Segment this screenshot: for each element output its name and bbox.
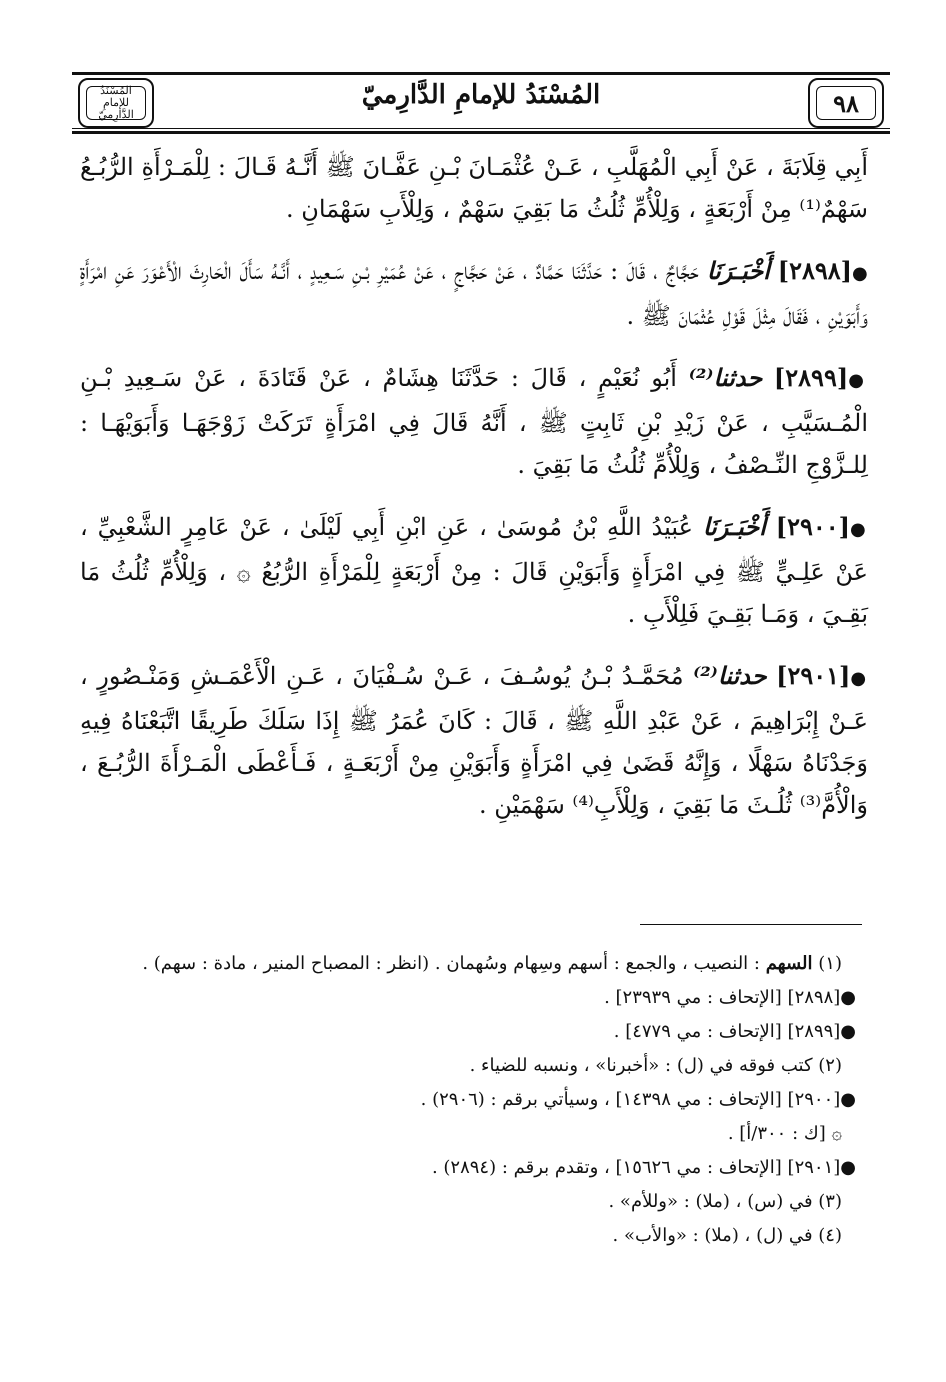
- header-rule-bottom: [72, 131, 890, 134]
- footnote-text: [٢٨٩٨] [الإتحاف : مي ٢٣٩٣٩] .: [604, 987, 841, 1008]
- bullet-icon: ●: [840, 1157, 856, 1178]
- hadith-text: أَبُو نُعَيْمٍ ، قَالَ : حَدَّثَنَا هِشَامٌ ، عَنْ قَتَادَةَ ، عَنْ سَـعِيدِ بْـنِ الْمُـسَيَّبِ ، عَنْ زَيْدِ بْنِ ثَابِتٍ ﷺ ، أَنَّهُ قَالَ فِي امْرَأَةٍ تَرَكَتْ زَوْجَهَـا وَأَبَوَيْهَـا : لِلـزَّوْجِ النِّـصْفُ ، وَلِلْأُمِّ ثُلُثُ مَا بَقِيَ .: [80, 364, 868, 479]
- hadith-lead: أَخْبَـرَنَا: [702, 512, 766, 541]
- main-text: [80, 146, 868, 846]
- footnote-itthaf-2901: [100, 1152, 856, 1184]
- bullet-icon: ●: [850, 519, 868, 540]
- bullet-icon: ●: [840, 987, 856, 1008]
- footnotes: [100, 948, 856, 1254]
- hadith-2898: [80, 250, 868, 337]
- header-rule-inner: [72, 128, 890, 129]
- footnote-manuscript-ref: ۞ [ك : ٣٠٠/أ] .: [727, 1123, 842, 1144]
- page-number: ٩٨: [816, 86, 876, 120]
- footnote-text: : النصيب ، والجمع : أسهم وسِهام وسُهمان . (انظر : المصباح المنير ، مادة : سهم) .: [142, 953, 760, 974]
- footnote-number: (١): [818, 953, 842, 974]
- running-title: المُسْنَدُ للإمامِ الدَّارِميّ: [361, 80, 601, 110]
- bullet-icon: ●: [850, 668, 868, 689]
- hadith-number: [٢٩٠١]: [776, 661, 851, 690]
- hadith-number: [٢٨٩٩]: [773, 363, 849, 392]
- footnote-1: [100, 948, 856, 980]
- page-header: [72, 72, 890, 134]
- header-rule-top: [72, 72, 890, 75]
- hadith-lead: حدثنا⁽²⁾: [688, 363, 763, 392]
- hadith-text: عُبَيْدُ اللَّهِ بْنُ مُوسَىٰ ، عَنِ ابْنِ أَبِي لَيْلَىٰ ، عَنْ عَامِرٍ الشَّعْبِيِّ ، عَنْ عَلِـيٍّ ﷺ فِي امْرَأَةٍ وَأَبَوَيْنِ قَالَ : مِنْ أَرْبَعَةٍ لِلْمَرْأَةِ الرُّبُعُ ۞ ، وَلِلْأُمِّ ثُلُثُ مَا بَقِـيَ ، وَمَـا بَقِـيَ فَلِلْأَبِ .: [80, 513, 868, 628]
- hadith-text: مُحَمَّـدُ بْـنُ يُوسُـفَ ، عَـنْ سُـفْيَانَ ، عَـنِ الْأَعْمَـشِ وَمَنْـصُورٍ ، عَـنْ إِبْرَاهِيمَ ، عَنْ عَبْدِ اللَّهِ ﷺ ، قَالَ : كَانَ عُمَرُ ﷺ إِذَا سَلَكَ طَرِيقًا اتَّبَعْنَاهُ فِيهِ وَجَدْنَاهُ سَهْلًا ، وَإِنَّهُ قَضَىٰ فِي امْرَأَةٍ وَأَبَوَيْنِ مِنْ أَرْبَعَـةٍ ، فَـأَعْطَى الْمَـرْأَةَ الرُّبُـعَ ، وَالْأُمَّ⁽³⁾ ثُلُـثَ مَا بَقِيَ ، وَلِلْأَبِ⁽⁴⁾ سَهْمَيْنِ .: [80, 662, 868, 819]
- footnote-keyword: السهم: [765, 953, 813, 974]
- page-number-frame: [808, 78, 884, 128]
- ornament-badge: [78, 78, 154, 128]
- footnote-2: (٢) كتب فوقه في (ل) : «أخبرنا» ، ونسبه للضياء .: [469, 1055, 842, 1076]
- bullet-icon: ●: [852, 263, 868, 284]
- hadith-number: [٢٩٠٠]: [775, 512, 850, 541]
- hadith-2899: [80, 357, 868, 486]
- footnote-separator: [640, 924, 862, 925]
- paragraph-continuation: أَبِي قِلَابَةَ ، عَنْ أَبِي الْمُهَلَّبِ ، عَـنْ عُثْمَـانَ بْـنِ عَفَّـانَ ﷺ أَنَّـهُ قَـالَ : لِلْمَـرْأَةِ الرُّبُـعُ سَهْمٌ⁽¹⁾ مِنْ أَرْبَعَةٍ ، وَلِلْأُمِّ ثُلُثُ مَا بَقِيَ سَهْمٌ ، وَلِلْأَبِ سَهْمَانِ .: [80, 153, 868, 223]
- footnote-text: [٢٩٠٠] [الإتحاف : مي ١٤٣٩٨] ، وسيأتي برقم : (٢٩٠٦) .: [420, 1089, 841, 1110]
- hadith-lead: حدثنا⁽²⁾: [693, 661, 767, 690]
- ornament-text: المُسْنَدُ للإمامِ الدَّارِميّ: [86, 86, 146, 120]
- footnote-text: [٢٨٩٩] [الإتحاف : مي ٤٧٧٩] .: [613, 1021, 841, 1042]
- hadith-2901: [80, 655, 868, 826]
- footnote-itthaf-2898: [100, 982, 856, 1014]
- bullet-icon: ●: [840, 1089, 856, 1110]
- footnote-itthaf-2900: [100, 1084, 856, 1116]
- hadith-number: [٢٨٩٨]: [777, 256, 853, 285]
- hadith-text: حَجَّاجٌ ، قَالَ : حَدَّثَنَا حَمَّادٌ ، عَنْ حَجَّاجٍ ، عَنْ عُمَيْرِ بْـنِ سَـعِيدٍ ، أَنَّـهُ سَأَلَ الْحَارِثَ الْأَعْوَرَ عَنِ امْرَأَةٍ وَأَبَوَيْنِ ، فَقَالَ مِثْلَ قَوْلِ عُثْمَانَ ﷺ .: [80, 257, 868, 330]
- footnote-itthaf-2899: [100, 1016, 856, 1048]
- bullet-icon: ●: [848, 370, 868, 391]
- hadith-2900: [80, 506, 868, 635]
- hadith-lead: أَخْبَـرَنَا: [706, 256, 770, 285]
- bullet-icon: ●: [840, 1021, 856, 1042]
- footnote-4: (٤) في (ل) ، (ملا) : «والأب» .: [612, 1225, 842, 1246]
- footnote-3: (٣) في (س) ، (ملا) : «وللأم» .: [608, 1191, 842, 1212]
- footnote-text: [٢٩٠١] [الإتحاف : مي ١٥٦٢٦] ، وتقدم برقم : (٢٨٩٤) .: [431, 1157, 841, 1178]
